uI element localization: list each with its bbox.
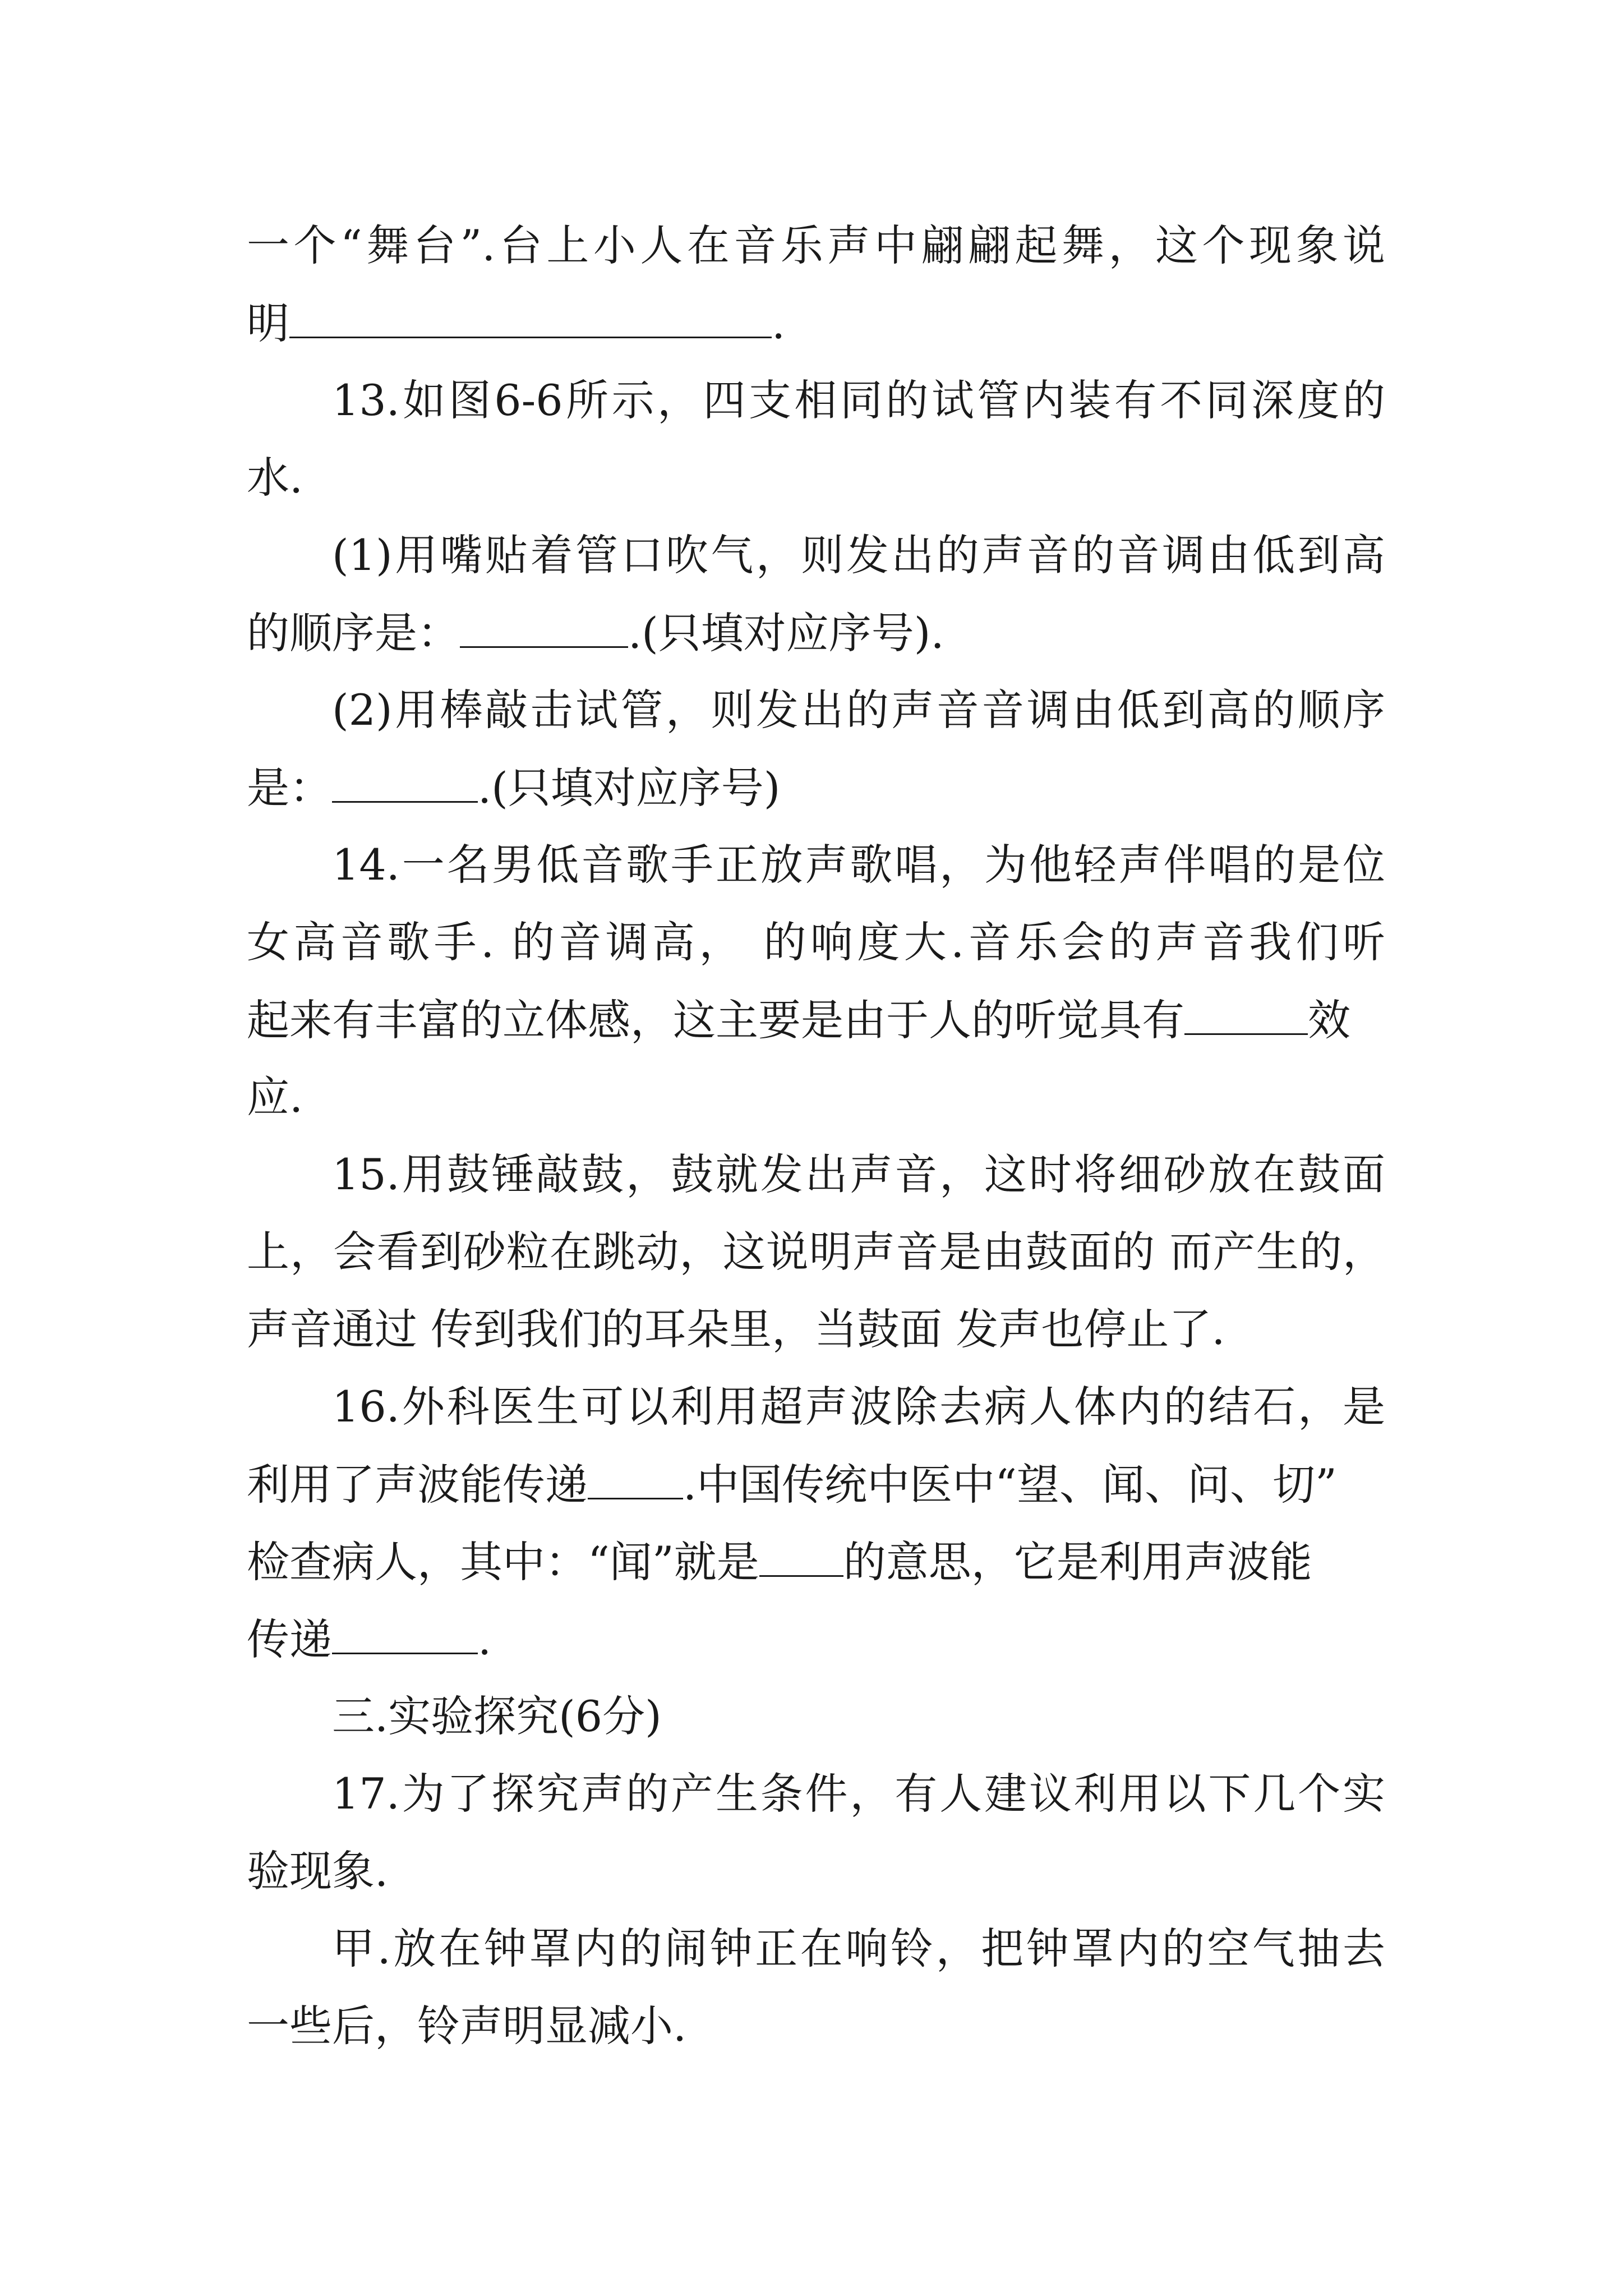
line-text: .(只填对应序号): [478, 763, 781, 813]
line-text: 女高音歌手. 的音调高， 的响度大.音乐会的声音我们听: [247, 917, 1385, 967]
line-text: 的意思，它是利用声波能: [843, 1537, 1312, 1587]
line-text: 13.如图6-6所示，四支相同的试管内装有不同深度的: [332, 375, 1385, 425]
line-text: 甲.放在钟罩内的闹钟正在响铃，把钟罩内的空气抽去: [332, 1924, 1385, 1973]
line-text: (2)用棒敲击试管，则发出的声音音调由低到高的顺序: [332, 685, 1385, 735]
answer-blank: [289, 302, 772, 338]
text-line: [247, 1227, 1385, 1277]
text-line: [332, 375, 1385, 425]
text-line: [247, 763, 781, 813]
text-line: [247, 298, 786, 348]
line-text: 利用了声波能传递: [247, 1460, 588, 1510]
line-text: 检查病人，其中：“闻”就是: [247, 1537, 759, 1587]
text-line: [247, 608, 944, 658]
text-line: [247, 2001, 687, 2051]
line-text: 上，会看到砂粒在跳动，这说明声音是由鼓面的 而产生的，: [247, 1227, 1385, 1277]
text-line: [247, 917, 1385, 967]
text-line: [332, 1149, 1385, 1199]
answer-blank: [460, 611, 628, 648]
line-text: .(只填对应序号).: [628, 608, 944, 658]
text-line: [247, 453, 303, 503]
answer-blank: [759, 1540, 843, 1577]
text-line: [332, 1382, 1385, 1432]
line-text: 传递: [247, 1614, 332, 1664]
line-text: 14.一名男低音歌手正放声歌唱，为他轻声伴唱的是位: [332, 840, 1385, 890]
text-line: [247, 1304, 1225, 1354]
line-text: 16.外科医生可以利用超声波除去病人体内的结石，是: [332, 1382, 1385, 1432]
line-text: 验现象.: [247, 1846, 389, 1896]
line-text: 应.: [247, 1072, 303, 1122]
text-line: [247, 995, 1350, 1045]
text-line: [247, 220, 1385, 270]
text-line: [247, 1537, 1312, 1587]
line-text: (1)用嘴贴着管口吹气，则发出的声音的音调由低到高: [332, 530, 1385, 580]
line-text: 17.为了探究声的产生条件，有人建议利用以下几个实: [332, 1769, 1385, 1819]
line-text: 一个“舞台”.台上小人在音乐声中翩翩起舞，这个现象说: [247, 220, 1385, 270]
line-text: 效: [1308, 995, 1350, 1045]
text-line: [332, 840, 1385, 890]
line-text: 明: [247, 298, 289, 348]
line-text: 声音通过 传到我们的耳朵里，当鼓面 发声也停止了.: [247, 1304, 1225, 1354]
line-text: 三.实验探究(6分): [332, 1691, 662, 1741]
text-line: [247, 1460, 1337, 1510]
line-text: 15.用鼓锤敲鼓，鼓就发出声音，这时将细砂放在鼓面: [332, 1149, 1385, 1199]
line-text: .中国传统中医中“望、闻、问、切”: [683, 1460, 1337, 1510]
answer-blank: [332, 1618, 478, 1654]
line-text: 水.: [247, 453, 303, 503]
text-line: [332, 685, 1385, 735]
text-line: [332, 1924, 1385, 1973]
line-text: 一些后，铃声明显减小.: [247, 2001, 687, 2051]
text-line: [332, 1769, 1385, 1819]
text-line: [247, 1614, 492, 1664]
line-text: .: [772, 298, 786, 348]
section-heading: [332, 1691, 662, 1741]
answer-blank: [588, 1463, 683, 1499]
line-text: 的顺序是：: [247, 608, 460, 658]
line-text: .: [478, 1614, 492, 1664]
line-text: 是：: [247, 763, 332, 813]
answer-blank: [1184, 999, 1308, 1035]
text-line: [247, 1846, 389, 1896]
text-line: [247, 1072, 303, 1122]
line-text: 起来有丰富的立体感，这主要是由于人的听觉具有: [247, 995, 1184, 1045]
text-line: [332, 530, 1385, 580]
answer-blank: [332, 766, 478, 803]
